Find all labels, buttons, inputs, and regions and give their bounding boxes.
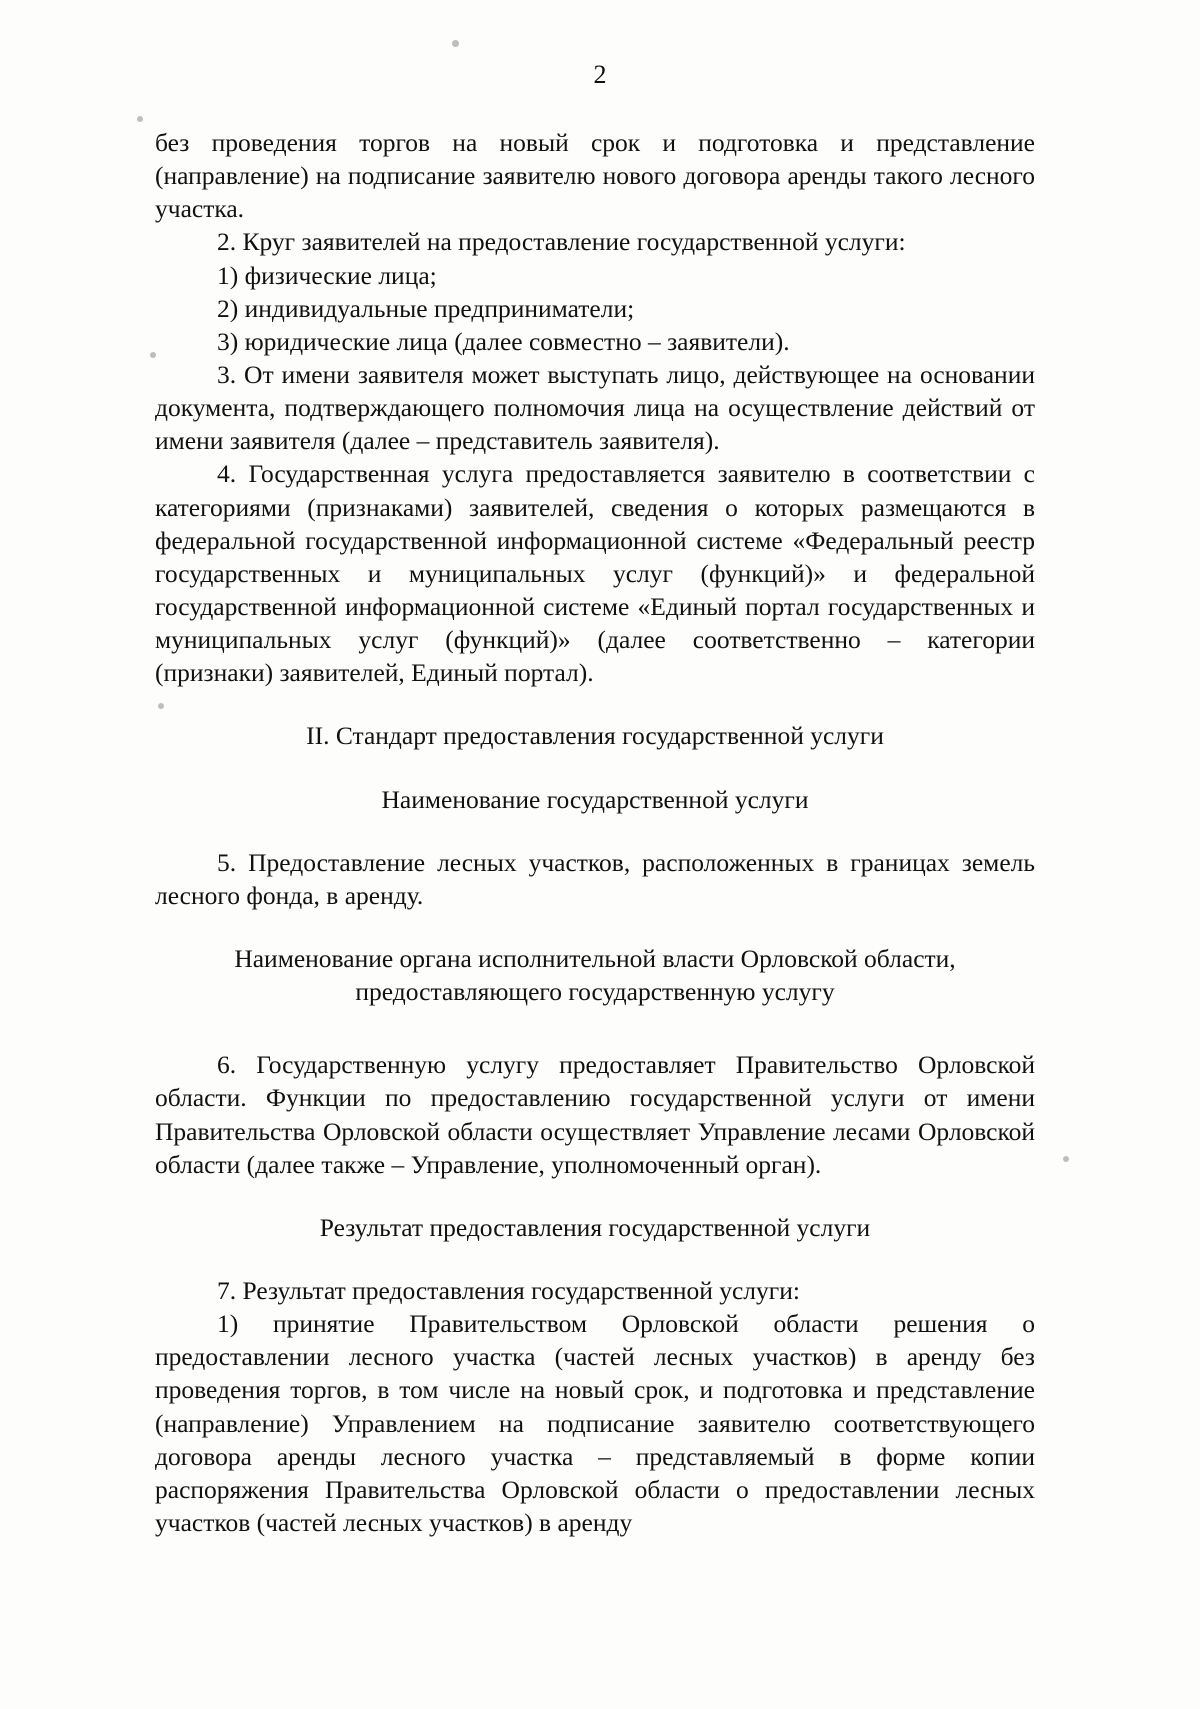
scan-speck [452,40,459,47]
heading-service-name: Наименование государственной услуги [381,784,809,814]
paragraph-3: 3. От имени заявителя может выступать лицо, действующее на основании документа, подтверждающего полномочия лица на осуществление действий от имени заявителя (далее – представитель заявителя). [155,359,1035,456]
scan-speck [137,116,143,122]
paragraph-7: 7. Результат предоставления государственной услуги: [217,1275,800,1305]
heading-result: Результат предоставления государственной услуги [319,1212,871,1242]
spacer [155,816,1035,846]
paragraph-7-item-1: 1) принятие Правительством Орловской области решения о предоставлении лесного участка (частей лесных участков) в аренду без проведения торгов, в том числе на новый срок, и подготовка и представление (направление) Управлением на подписание заявителю соответствующего договора аренды лесного участка – представляемый в форме копии распоряжения Правительства Орловской области о предоставлении лесных участков (частей лесных участков) в аренду [155,1309,1035,1537]
paragraph-continuation: без проведения торгов на новый срок и подготовка и представление (направление) на подписание заявителю нового договора аренды такого лесного участка. [155,128,1035,224]
heading-authority-line-1: Наименование органа исполнительной власти Орловской области, [234,943,956,973]
paragraph-5: 5. Предоставление лесных участков, расположенных в границах земель лесного фонда, в аренду. [155,847,1035,910]
paragraph-2-item-3: 3) юридические лица (далее совместно – заявители). [217,326,790,356]
scan-speck [1063,1156,1069,1162]
page-number: 2 [593,60,607,89]
paragraph-2-item-2: 2) индивидуальные предприниматели; [217,293,635,323]
paragraph-2-item-1: 1) физические лица; [217,260,437,290]
spacer [155,689,1035,719]
heading-section-2: II. Стандарт предоставления государственной услуги [306,721,884,751]
document-body [155,126,1035,1539]
heading-authority-line-2: предоставляющего государственную услугу [355,977,835,1007]
paragraph-4: 4. Государственная услуга предоставляется заявителю в соответствии с категориями (признаками) заявителей, сведения о которых размещаются в федеральной государственной информационной системе «Федеральный реестр государственных и муниципальных услуг (функций)» и федеральной государственной информационной системе «Единый портал государственных и муниципальных услуг (функций)» (далее соответственно – категории (признаки) заявителей, Единый портал). [155,459,1035,688]
spacer [155,1181,1035,1211]
paragraph-6: 6. Государственную услугу предоставляет Правительство Орловской области. Функции по предоставлению государственной услуги от имени Правительства Орловской области осуществляет Управление лесами Орловской области (далее также – Управление, уполномоченный орган). [155,1050,1035,1179]
spacer [155,1008,1035,1048]
paragraph-2: 2. Круг заявителей на предоставление государственной услуги: [217,227,906,257]
spacer [155,912,1035,942]
spacer [155,753,1035,783]
spacer [155,1244,1035,1274]
